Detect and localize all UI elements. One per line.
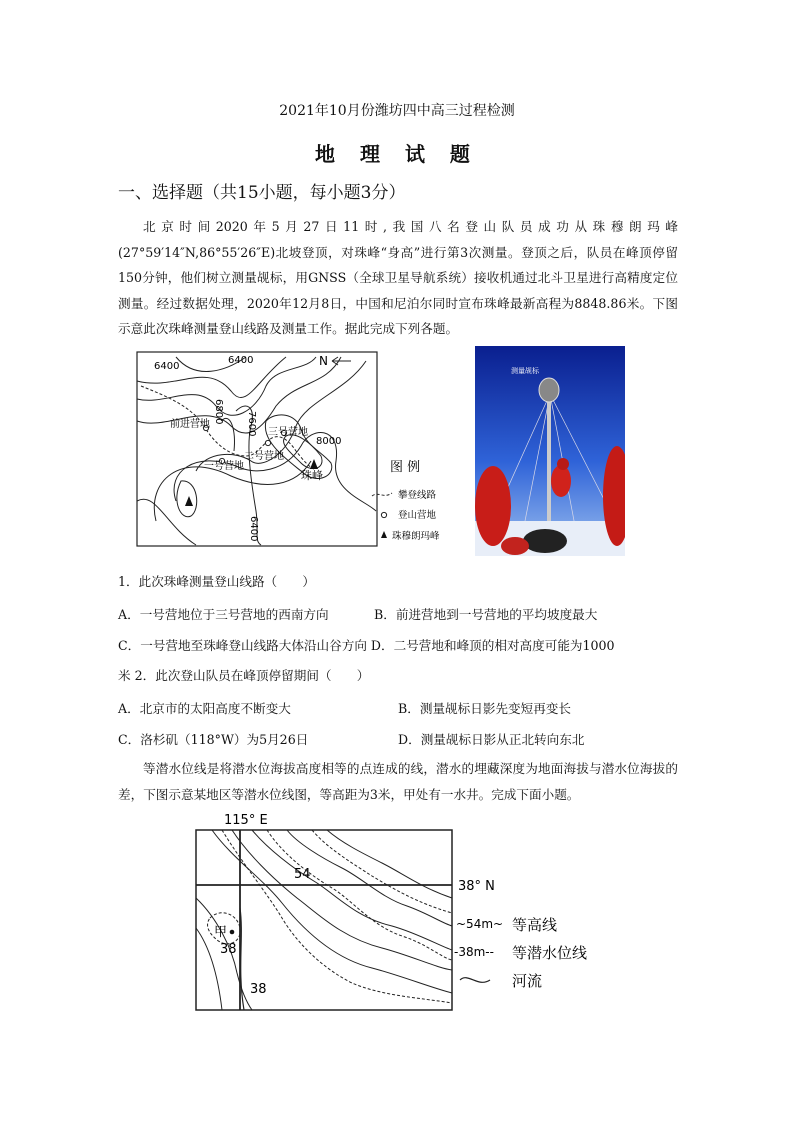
water-table-line (222, 830, 452, 1003)
water-table-line (312, 830, 452, 913)
contour-label: 8000 (316, 436, 342, 447)
contour-line (287, 830, 452, 926)
section-heading: 一、选择题（共15小题，每小题3分） (118, 183, 406, 203)
q2-stem-line: 米 2．此次登山队员在峰顶停留期间（ ） (118, 668, 370, 683)
legend-river-symbol (460, 978, 490, 983)
contour-label: 6400 (154, 361, 180, 372)
q2-option-c: C．洛杉矶（118°W）为5月26日 (118, 732, 309, 747)
contour-label: 6800 (213, 399, 224, 425)
legend-peak-symbol (381, 531, 387, 538)
camp-label: 前进营地 (170, 419, 210, 430)
map-frame (196, 830, 452, 1010)
water-table-value-label: 38 (220, 942, 237, 957)
contour-line (137, 499, 196, 545)
contour-label: 6400 (248, 516, 259, 542)
passage-2: 等潜水位线是将潜水位海拔高度相等的点连成的线，潜水的埋藏深度为地面海拔与潜水位海拔的差，下图示意某地区等潜水位线图，等高距为3米，甲处有一水井。完成下面小题。 (118, 761, 678, 802)
q1-option-cd: C．一号营地至珠峰登山线路大体沿山谷方向 D．二号营地和峰顶的相对高度可能为1000 (118, 638, 615, 653)
camp-label: 三号营地 (268, 427, 308, 438)
legend-camp-symbol (381, 512, 386, 517)
water-table-value-label: 38 (250, 982, 267, 997)
north-label: N (319, 354, 328, 368)
camp-label: 一号营地 (204, 461, 244, 472)
contour-value-label: 54 (294, 867, 311, 882)
legend-route-symbol (372, 493, 392, 496)
equipment (501, 537, 529, 555)
contour-label: 6400 (228, 355, 254, 366)
legend-symbol: ~54m~ (456, 917, 504, 931)
groundwater-map (192, 808, 612, 1013)
photo-caption: 测量觇标 (511, 367, 539, 375)
subject-title: 地 理 试 题 (315, 142, 479, 166)
exam-title: 2021年10月份潍坊四中高三过程检测 (279, 103, 515, 119)
beacon-target (539, 378, 559, 402)
legend-label: 河流 (512, 972, 543, 990)
contour-line (327, 830, 452, 898)
latitude-label: 38° N (458, 879, 495, 894)
q1-option-a: A．一号营地位于三号营地的西南方向 (118, 607, 329, 622)
camp-marker-2 (265, 440, 270, 445)
legend-title: 图 例 (390, 460, 421, 475)
peak-label: 珠峰 (301, 469, 323, 482)
well-marker (230, 930, 235, 935)
equipment (523, 529, 567, 553)
contour-line (252, 830, 452, 950)
survey-photo (475, 346, 625, 556)
north-arrow-icon (332, 357, 351, 365)
contour-label: 7600 (246, 411, 257, 437)
legend-label: 等潜水位线 (512, 944, 588, 962)
contour-line (212, 830, 452, 993)
peak-marker (310, 459, 318, 469)
legend-label: 等高线 (512, 916, 558, 934)
q2-option-d: D．测量觇标日影从正北转向东北 (398, 732, 585, 747)
everest-route-map (136, 351, 454, 547)
climber-head (557, 458, 569, 470)
camp-label: 二号营地 (244, 451, 284, 462)
passage-1: 北京时间2020年5月27日11时,我国八名登山队员成功从珠穆朗玛峰(27°59′14″N,86°55′26″E)北坡登顶，对珠峰“身高”进行第3次测量。登顶之后，队员在峰顶停留150分钟，他们树立测量觇标，用GNSS（全球卫星导航系统）接收机通过北斗卫星进行高精度定位测量。经过数据处理，2020年12月8日，中国和尼泊尔同时宣布珠峰最新高程为8848.86米。下图示意此次珠峰测量登山线路及测量工作。据此完成下列各题。 (118, 219, 678, 336)
contour-line (232, 830, 452, 970)
contour-line (177, 481, 197, 517)
climber (475, 466, 511, 546)
q1-stem: 1．此次珠峰测量登山线路（ ） (118, 574, 315, 589)
peak-marker-small (185, 496, 193, 506)
legend-symbol: -38m-- (454, 945, 494, 959)
well-label: 甲 (214, 925, 228, 940)
q1-option-b: B．前进营地到一号营地的平均坡度最大 (374, 607, 598, 622)
legend-label: 登山营地 (398, 510, 437, 521)
q2-option-a: A．北京市的太阳高度不断变大 (118, 701, 291, 716)
longitude-label: 115° E (224, 813, 268, 828)
beacon-pole (547, 396, 551, 536)
climber (551, 465, 571, 497)
legend-label: 攀登线路 (398, 490, 437, 501)
legend-label: 珠穆朗玛峰 (392, 531, 440, 542)
q2-option-b: B．测量觇标日影先变短再变长 (398, 701, 571, 716)
